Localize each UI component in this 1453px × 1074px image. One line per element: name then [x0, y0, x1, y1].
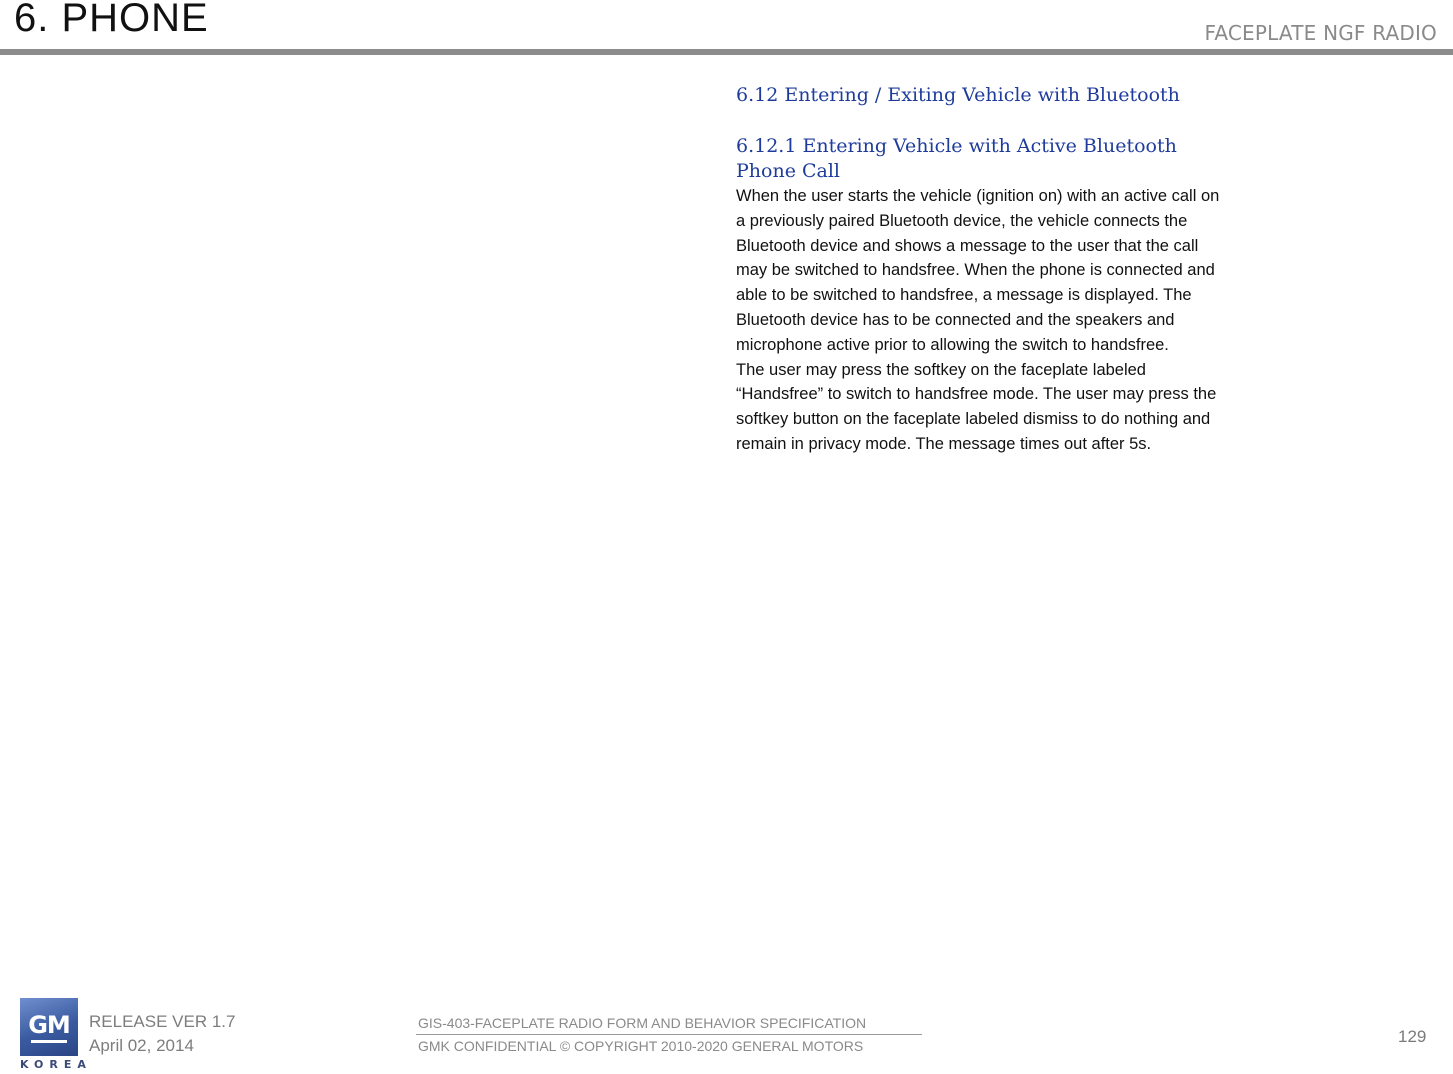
release-date: April 02, 2014: [89, 1036, 194, 1055]
gm-logo-icon: [20, 998, 78, 1056]
release-info: [89, 1010, 235, 1058]
gm-korea-logo: [20, 998, 92, 1074]
logo-underline: [31, 1040, 67, 1043]
body-paragraph: When the user starts the vehicle (ignition on) with an active call on a previously paired Bluetooth device, the vehicle connects the Bluetooth device and shows a message to the user that the call may be switched to handsfree. When the phone is connected and able to be switched to handsfree, a message is displayed. The Bluetooth device has to be connected and the speakers and microphone active prior to allowing the switch to handsfree.: [736, 187, 1220, 354]
confidential-notice: GMK CONFIDENTIAL © COPYRIGHT 2010-2020 GENERAL MOTORS: [418, 1038, 864, 1054]
spec-info: [416, 1012, 922, 1057]
logo-subtitle: KOREA: [20, 1058, 92, 1071]
logo-mark: GM: [28, 1010, 70, 1039]
release-version: RELEASE VER 1.7: [89, 1012, 236, 1031]
page-content: [736, 82, 1226, 457]
body-paragraph: The user may press the softkey on the faceplate labeled “Handsfree” to switch to handsfree mode. The user may press the softkey button on the faceplate labeled dismiss to do nothing and remain in privacy mode. The message times out after 5s.: [736, 360, 1217, 453]
section-heading: 6.12 Entering / Exiting Vehicle with Bluetooth: [736, 84, 1180, 106]
document-label: FACEPLATE NGF RADIO: [1204, 21, 1437, 45]
spec-title: GIS-403-FACEPLATE RADIO FORM AND BEHAVIOR SPECIFICATION: [416, 1012, 922, 1035]
page-number: 129: [1398, 1027, 1427, 1046]
header-divider: [0, 49, 1453, 55]
subsection-heading: 6.12.1 Entering Vehicle with Active Bluetooth Phone Call: [736, 135, 1177, 182]
chapter-title: 6. PHONE: [14, 0, 209, 40]
